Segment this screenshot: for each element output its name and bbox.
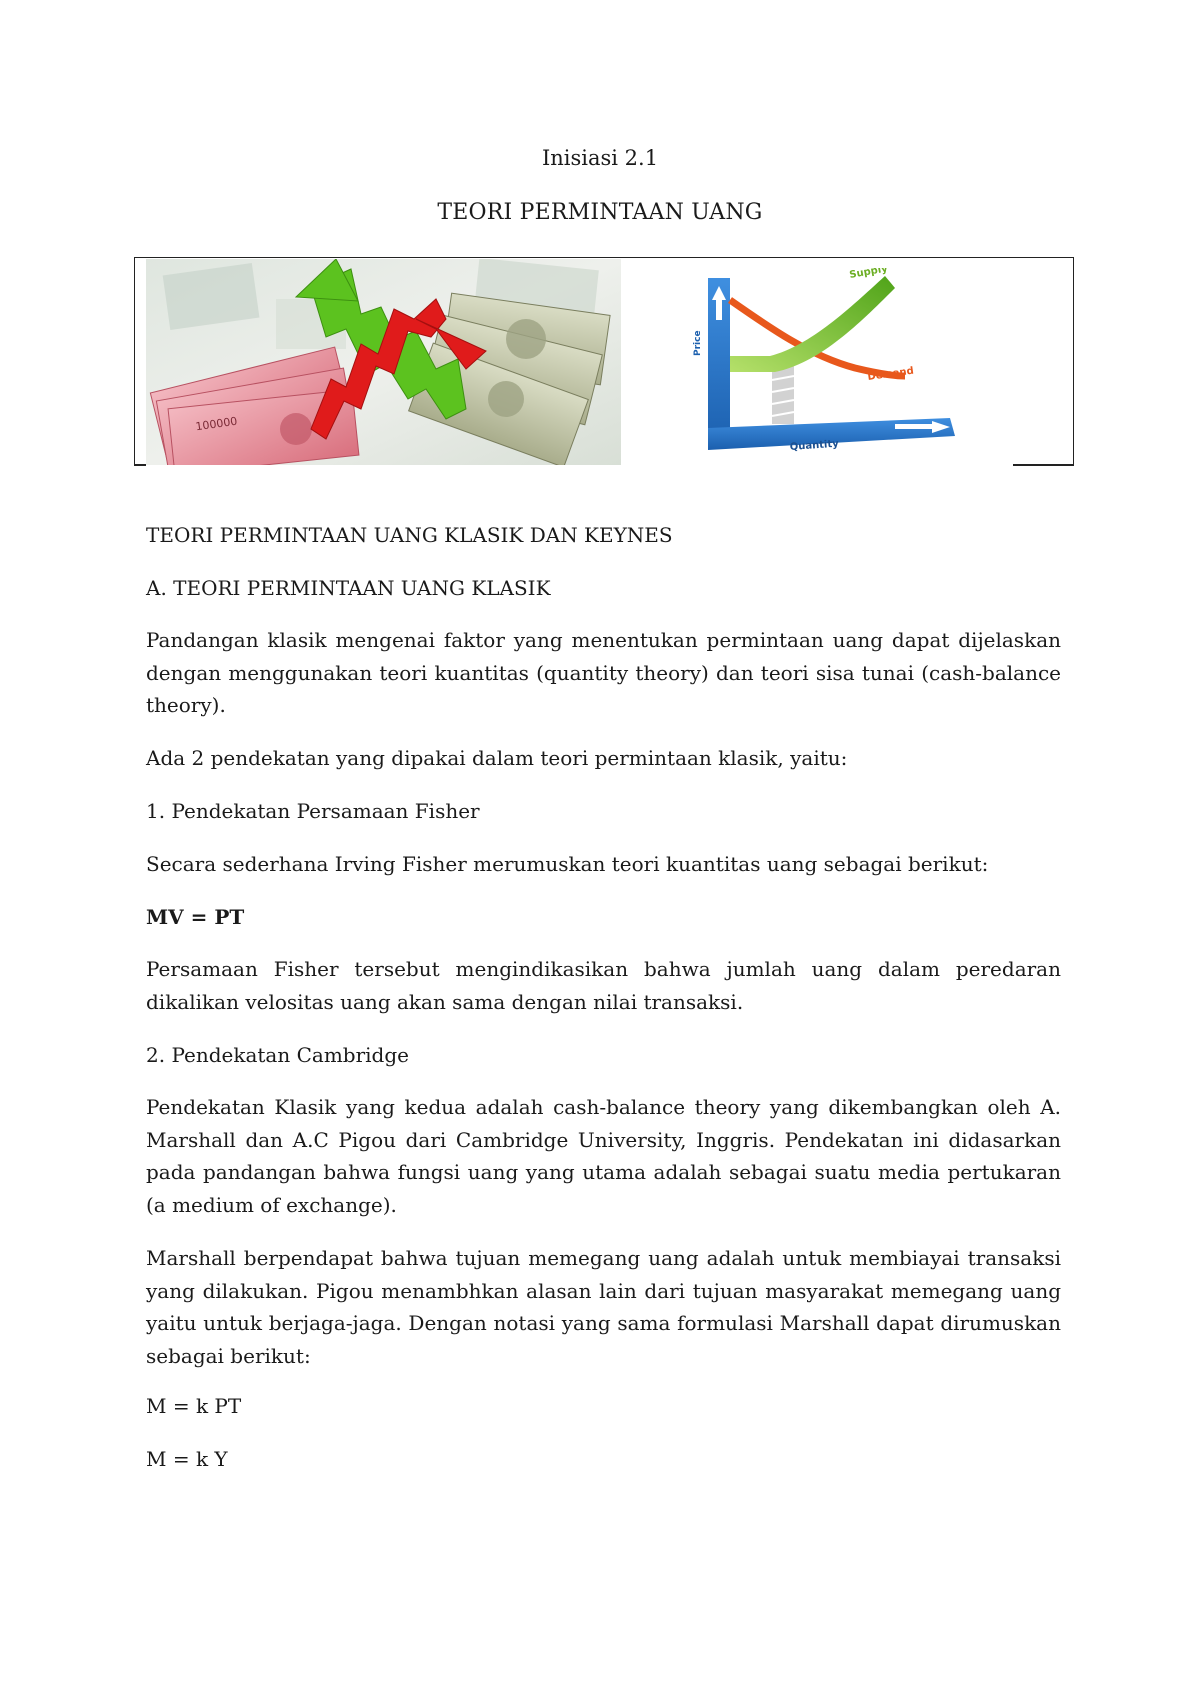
banknote-value: 100000 — [194, 414, 239, 434]
paragraph-3: Secara sederhana Irving Fisher merumuskan teori kuantitas uang sebagai berikut: — [146, 852, 989, 876]
quantity-label: Quantity — [789, 438, 840, 453]
paragraph-5: Pendekatan Klasik yang kedua adalah cash-balance theory yang dikembangkan oleh A. Marshall dan A.C Pigou dari Cambridge University, Inggris. Pendekatan ini didasarkan pada pandangan bahwa fungsi uang yang utama adalah sebagai suatu media pertukaran (a medium of exchange). — [146, 1095, 1061, 1217]
money-arrows-illustration — [146, 259, 621, 465]
document-subtitle: Inisiasi 2.1 — [541, 146, 659, 170]
supply-curve — [730, 276, 895, 372]
formula-marshall-1: M = k PT — [146, 1394, 242, 1418]
document-title: TEORI PERMINTAAN UANG — [437, 200, 763, 225]
supply-demand-svg — [680, 268, 1000, 462]
demand-label: Demand — [866, 365, 915, 383]
section-heading: TEORI PERMINTAAN UANG KLASIK DAN KEYNES — [146, 523, 673, 547]
price-label: Price — [693, 330, 703, 356]
banner-border-right — [1013, 464, 1074, 466]
banner-border-left — [134, 464, 146, 466]
paragraph-1: Pandangan klasik mengenai faktor yang menentukan permintaan uang dapat dijelaskan dengan menggunakan teori kuantitas (quantity theory) dan teori sisa tunai (cash-balance theory). — [146, 628, 1061, 717]
paragraph-2: Ada 2 pendekatan yang dipakai dalam teori permintaan klasik, yaitu: — [146, 746, 848, 770]
formula-marshall-2: M = k Y — [146, 1447, 228, 1471]
sub-heading-a: A. TEORI PERMINTAAN UANG KLASIK — [146, 576, 551, 600]
list-item-2: 2. Pendekatan Cambridge — [146, 1043, 409, 1067]
supply-demand-graph — [680, 268, 1000, 462]
money-arrows-svg — [146, 259, 621, 465]
supply-label: Supply — [848, 268, 889, 281]
paragraph-4: Persamaan Fisher tersebut mengindikasikan bahwa jumlah uang dalam peredaran dikalikan velositas uang akan sama dengan nilai transaksi. — [146, 957, 1061, 1014]
paragraph-6: Marshall berpendapat bahwa tujuan memegang uang adalah untuk membiayai transaksi yang dilakukan. Pigou menambhkan alasan lain dari tujuan masyarakat memegang uang yaitu untuk berjaga-jaga. Dengan notasi yang sama formulasi Marshall dapat dirumuskan sebagai berikut: — [146, 1246, 1061, 1368]
list-item-1: 1. Pendekatan Persamaan Fisher — [146, 799, 480, 823]
formula-fisher: MV = PT — [146, 905, 245, 929]
